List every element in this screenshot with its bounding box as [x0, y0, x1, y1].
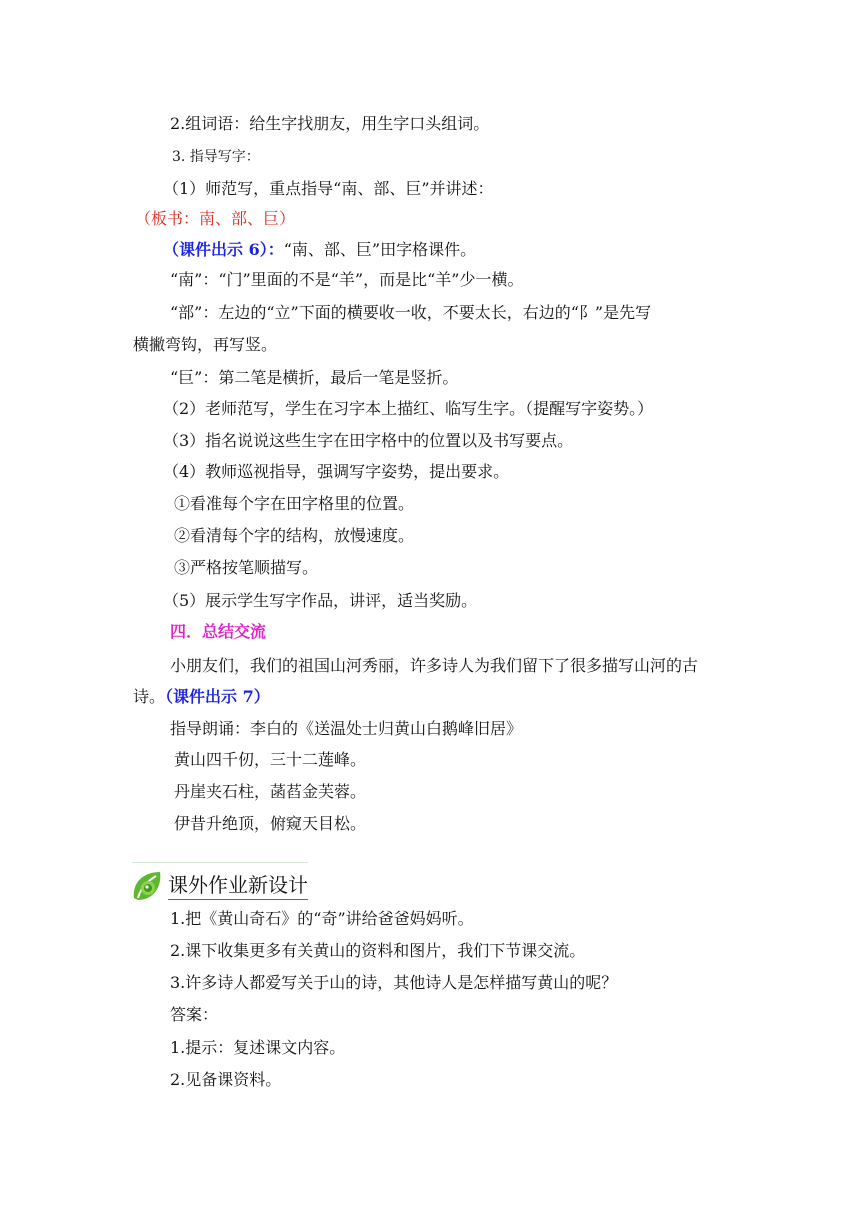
char-bu-tip-cont: 横撇弯钩，再写竖。: [133, 335, 278, 354]
summary-paragraph: 小朋友们，我们的祖国山河秀丽，许多诗人为我们留下了很多描写山河的古: [170, 656, 699, 675]
guide-item-1: （1）师范写，重点指导“南、部、巨”并讲述：: [163, 179, 494, 198]
recitation-guide: 指导朗诵：李白的《送温处士归黄山白鹅峰旧居》: [170, 719, 523, 738]
homework-section-title: 课外作业新设计: [168, 872, 308, 900]
answer-item-1: 1.提示：复述课文内容。: [170, 1038, 346, 1057]
section-divider: [132, 862, 308, 863]
answer-item-2: 2.见备课资料。: [170, 1070, 282, 1089]
courseware-6-text: “南、部、巨”田字格课件。: [283, 240, 477, 259]
guide-item-5: （5）展示学生写字作品，讲评，适当奖励。: [163, 591, 478, 610]
section-four-heading: 四．总结交流: [170, 622, 267, 641]
char-ju-tip: “巨”：第二笔是横折，最后一笔是竖折。: [170, 368, 459, 387]
step-writing-guide: 3. 指导写字：: [172, 149, 260, 165]
requirement-2: ②看清每个字的结构，放慢速度。: [174, 526, 415, 545]
courseware-6-line: [163, 239, 476, 261]
blackboard-note: （板书：南、部、巨）: [135, 209, 296, 228]
courseware-7-label: （课件出示 7）: [165, 687, 270, 706]
requirement-1: ①看准每个字在田字格里的位置。: [174, 494, 415, 513]
homework-item-3: 3.许多诗人都爱写关于山的诗，其他诗人是怎样描写黄山的呢？: [170, 973, 618, 992]
guide-item-4: （4）教师巡视指导，强调写字姿势，提出要求。: [163, 462, 510, 481]
homework-section-header: [130, 866, 330, 906]
answer-label: 答案：: [170, 1005, 219, 1024]
poem-line-2: 丹崖夹石柱，菡萏金芙蓉。: [174, 782, 367, 801]
courseware-6-label: （课件出示 6）：: [163, 240, 284, 259]
homework-item-1: 1.把《黄山奇石》的“奇”讲给爸爸妈妈听。: [170, 909, 474, 928]
green-leaf-icon: [130, 868, 166, 904]
homework-item-2: 2.课下收集更多有关黄山的资料和图片，我们下节课交流。: [170, 941, 586, 960]
char-nan-tip: “南”：“门”里面的不是“羊”，而是比“羊”少一横。: [170, 270, 524, 289]
summary-end: 诗。: [133, 687, 166, 706]
guide-item-2: （2）老师范写，学生在习字本上描红、临写生字。（提醒写字姿势。）: [163, 399, 654, 418]
poem-line-3: 伊昔升绝顶，俯窥天目松。: [174, 814, 367, 833]
char-bu-tip: “部”：左边的“立”下面的横要收一收，不要太长，右边的“阝”是先写: [170, 303, 652, 322]
poem-line-1: 黄山四千仞，三十二莲峰。: [174, 750, 367, 769]
guide-item-3: （3）指名说说这些生字在田字格中的位置以及书写要点。: [163, 431, 574, 450]
step-word-building: 2.组词语：给生字找朋友，用生字口头组词。: [170, 114, 490, 133]
requirement-3: ③严格按笔顺描写。: [174, 558, 319, 577]
summary-paragraph-cont: [133, 686, 270, 708]
